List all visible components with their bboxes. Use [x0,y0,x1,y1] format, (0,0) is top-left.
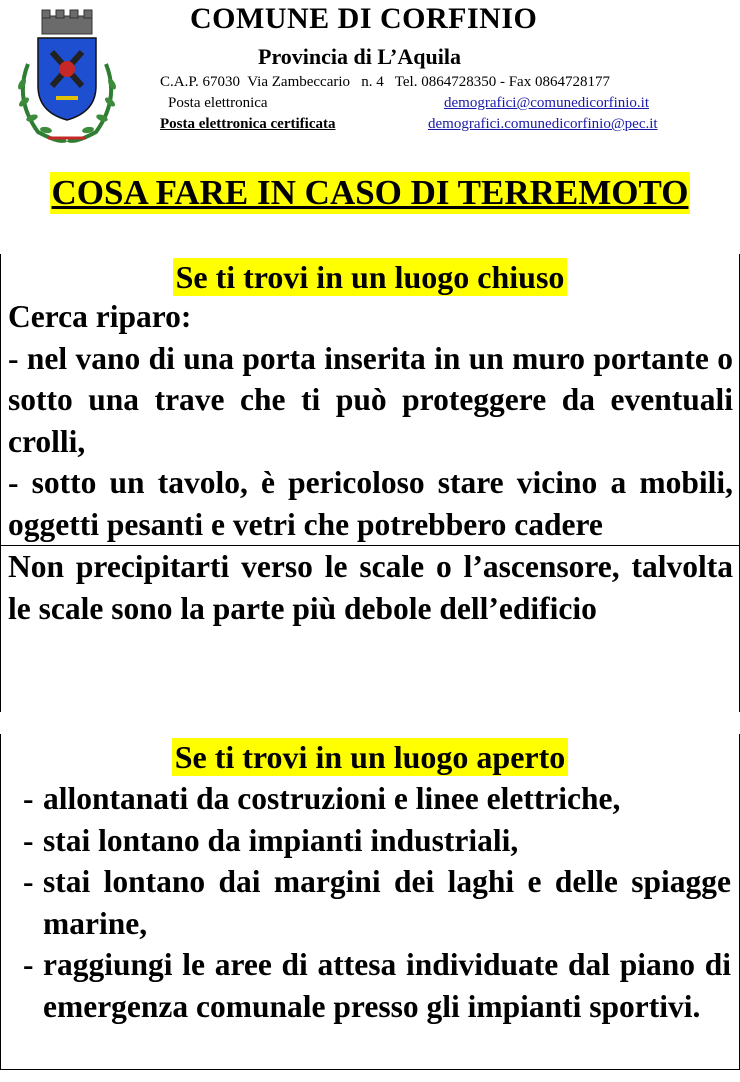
list-item: - stai lontano da impianti industriali, [23,822,519,858]
indoor-item-table: - sotto un tavolo, è pericoloso stare vicino a mobili, oggetti pesanti e vetri che potrebbero cadere [8,465,733,542]
main-title: COSA FARE IN CASO DI TERREMOTO [51,173,689,212]
letterhead [0,0,740,150]
list-item: - stai lontano dai margini dei laghi e delle spiagge marine, [23,864,731,941]
main-title-container [0,172,740,214]
indoor-item-doorway: - nel vano di una porta inserita in un muro portante o sotto una trave che ti può proteggere da eventuali crolli, [8,340,733,459]
municipal-crest-logo [8,4,126,144]
contact-address: C.A.P. 67030 Via Zambeccario n. 4 Tel. 0864728350 - Fax 0864728177 [160,74,610,90]
outdoor-section [0,734,740,1070]
indoor-warning: Non precipitarti verso le scale o l’ascensore, talvolta le scale sono la parte più debole dell’edificio [8,549,733,626]
municipality-title: COMUNE DI CORFINIO [190,2,538,35]
indoor-intro: Cerca riparo: [8,299,192,334]
indoor-heading: Se ti trovi in un luogo chiuso [173,258,568,296]
list-item: - raggiungi le aree di attesa individuate dal piano di emergenza comunale presso gli impianti sportivi. [23,947,731,1024]
pec-label: Posta elettronica certificata [160,116,336,132]
email-label: Posta elettronica [168,95,268,111]
indoor-section [0,254,740,712]
province-name: Provincia di L’Aquila [258,44,461,69]
pec-link[interactable]: demografici.comunedicorfinio@pec.it [428,116,658,132]
outdoor-heading: Se ti trovi in un luogo aperto [172,738,569,776]
outdoor-list [1,778,739,1027]
email-link[interactable]: demografici@comunedicorfinio.it [444,95,649,111]
list-item: - allontanati da costruzioni e linee elettriche, [23,781,621,816]
